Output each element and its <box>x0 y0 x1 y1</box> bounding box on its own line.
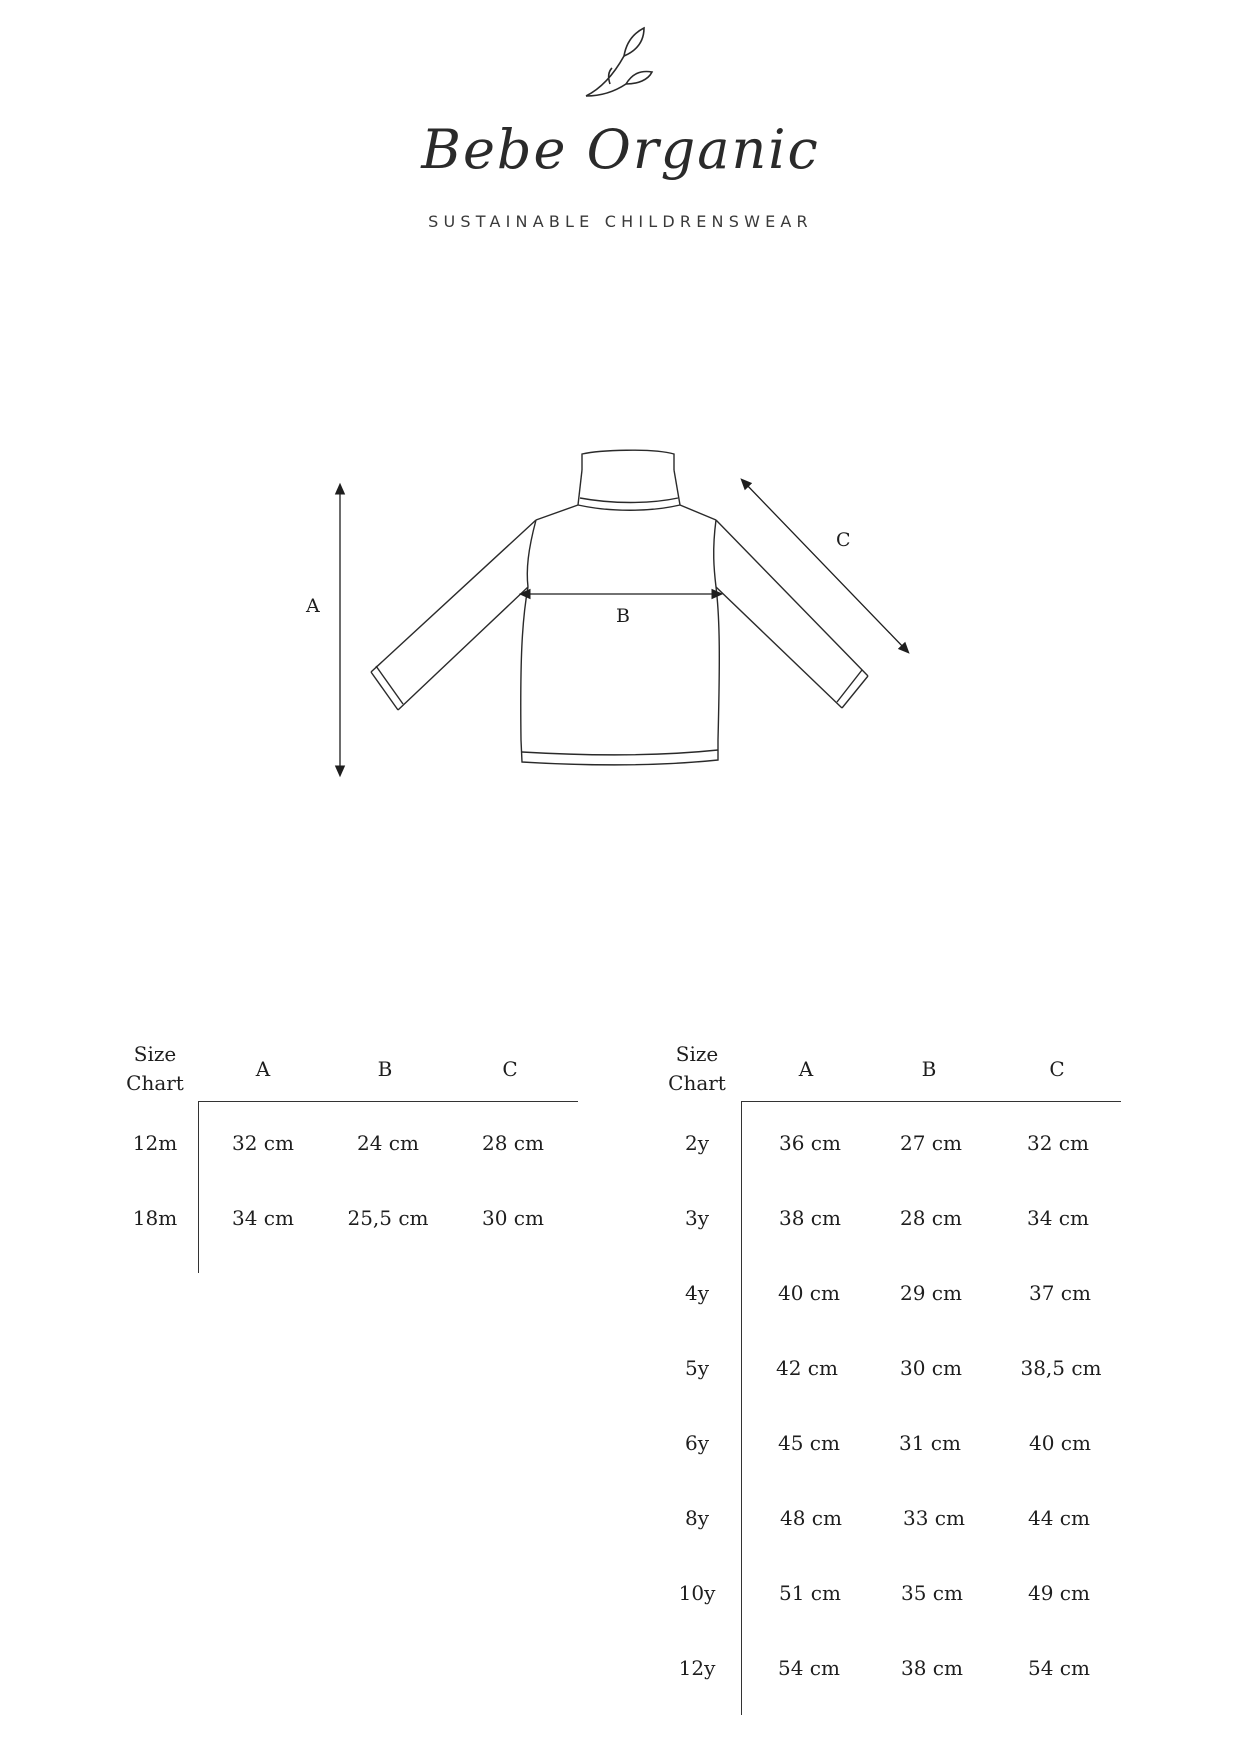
value-b: 28 cm <box>900 1206 962 1230</box>
dimension-a-label: A <box>306 595 320 617</box>
size-label: 3y <box>684 1206 710 1230</box>
brand-header <box>0 0 1241 260</box>
dimension-c-label: C <box>836 529 851 551</box>
size-label: 5y <box>684 1356 710 1380</box>
column-header-b: B <box>377 1057 393 1081</box>
value-a: 54 cm <box>778 1656 840 1680</box>
value-b: 31 cm <box>899 1431 961 1455</box>
column-header-c: C <box>1049 1057 1065 1081</box>
table-title <box>110 1040 200 1098</box>
size-label: 2y <box>684 1131 710 1155</box>
brand-tagline: SUSTAINABLE CHILDRENSWEAR <box>428 212 813 231</box>
size-label: 12y <box>678 1656 716 1680</box>
dimension-c-arrow <box>744 482 906 650</box>
measurement-diagram <box>0 440 1241 800</box>
value-c: 38,5 cm <box>1020 1356 1102 1380</box>
leaf-sprig-icon <box>580 26 660 102</box>
size-label: 12m <box>132 1131 178 1155</box>
value-c: 49 cm <box>1028 1581 1090 1605</box>
value-c: 34 cm <box>1027 1206 1089 1230</box>
table-title-line2: Chart <box>668 1071 726 1095</box>
header-rule <box>198 1101 578 1102</box>
value-c: 28 cm <box>482 1131 544 1155</box>
value-c: 54 cm <box>1028 1656 1090 1680</box>
value-a: 45 cm <box>778 1431 840 1455</box>
value-c: 44 cm <box>1028 1506 1090 1530</box>
value-b: 27 cm <box>900 1131 962 1155</box>
value-b: 35 cm <box>901 1581 963 1605</box>
table-title-line1: Size <box>675 1042 719 1066</box>
column-header-b: B <box>921 1057 937 1081</box>
size-label: 10y <box>678 1581 716 1605</box>
table-title <box>652 1040 742 1098</box>
label-rule <box>198 1101 199 1273</box>
value-b: 29 cm <box>900 1281 962 1305</box>
column-header-a: A <box>798 1057 814 1081</box>
value-a: 38 cm <box>779 1206 841 1230</box>
dimension-b-label: B <box>616 605 630 627</box>
value-a: 32 cm <box>232 1131 294 1155</box>
size-label: 4y <box>684 1281 710 1305</box>
brand-name: Bebe Organic <box>421 118 820 181</box>
column-header-c: C <box>502 1057 518 1081</box>
value-b: 25,5 cm <box>347 1206 429 1230</box>
value-b: 33 cm <box>903 1506 965 1530</box>
size-label: 8y <box>684 1506 710 1530</box>
value-b: 30 cm <box>900 1356 962 1380</box>
value-b: 38 cm <box>901 1656 963 1680</box>
size-label: 18m <box>132 1206 178 1230</box>
value-c: 30 cm <box>482 1206 544 1230</box>
value-b: 24 cm <box>357 1131 419 1155</box>
label-rule <box>741 1101 742 1715</box>
value-a: 40 cm <box>778 1281 840 1305</box>
value-a: 36 cm <box>779 1131 841 1155</box>
value-c: 40 cm <box>1029 1431 1091 1455</box>
turtleneck-diagram <box>0 440 1241 800</box>
column-header-a: A <box>255 1057 271 1081</box>
value-c: 37 cm <box>1029 1281 1091 1305</box>
table-title-line1: Size <box>133 1042 177 1066</box>
header-rule <box>741 1101 1121 1102</box>
value-a: 34 cm <box>232 1206 294 1230</box>
value-c: 32 cm <box>1027 1131 1089 1155</box>
value-a: 48 cm <box>780 1506 842 1530</box>
table-title-line2: Chart <box>126 1071 184 1095</box>
size-label: 6y <box>684 1431 710 1455</box>
value-a: 51 cm <box>779 1581 841 1605</box>
value-a: 42 cm <box>776 1356 838 1380</box>
